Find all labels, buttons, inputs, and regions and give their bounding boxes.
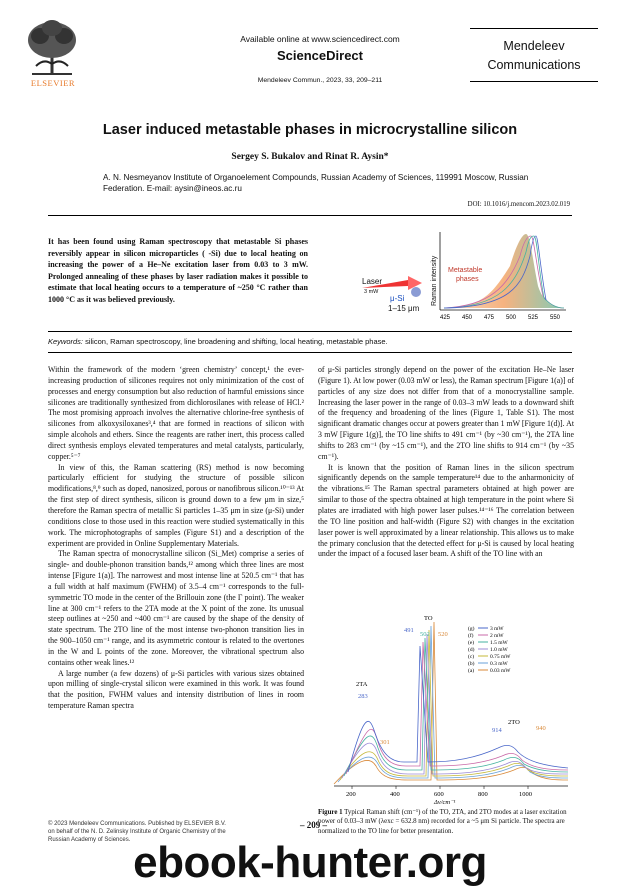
paragraph: It is known that the position of Raman lines in the silicon spectrum significantly depends on the sample temperature¹⁴ due to the anharmonicity of the vibrations.¹⁵ The Raman spectral parameters obtained at high power are similar to those of the spectra obtained at high temperature in the point where Si plates are irradiated with high power laser pulses.¹⁴⁻¹⁶ The correlation between the TO line position and half-width (Figure S2) with changes in the excitation laser power is well approximated by a linear relationship. This allows us to make the primary conclusion that the detected effect for μ-Si is caused by local heating under the impact of a focused laser beam. A shift of the TO line with an bbox=[318, 462, 574, 559]
legend-letter: (g) bbox=[468, 626, 475, 632]
spectrum-a bbox=[334, 622, 568, 784]
ga-tick: 525 bbox=[528, 315, 539, 321]
ga-phase-label-2: phases bbox=[456, 276, 479, 283]
caption-label: Figure 1 bbox=[318, 809, 343, 816]
paragraph: In view of this, the Raman scattering (RS) method is now becoming particularly efficient for studying the structure of possible silicon modifications,⁸,⁹ such as doped, nanosized, porous or nanofibrous silicon.¹⁰⁻¹³ At the first step of direct synthesis, silicon is ground down to a few μm in size,⁵ therefore the Raman spectra of metallic Si particles 1–35 μm in size (μ-Si) under conditions close to those used in this reaction were studied systematically in this work. The microphotographs of samples (Figure S1) and a description of the experiment are provided in Online Supplementary Materials. bbox=[48, 462, 304, 548]
x-tick-label: 1000 bbox=[519, 791, 532, 798]
legend-power: 2 mW bbox=[490, 633, 504, 639]
legend-power: 1.0 mW bbox=[490, 647, 508, 653]
legend-letter: (f) bbox=[468, 633, 474, 639]
legend bbox=[468, 625, 511, 674]
x-tick-label: 400 bbox=[390, 791, 400, 798]
divider-abstract bbox=[48, 331, 572, 332]
x-tick-label: 200 bbox=[346, 791, 356, 798]
spectra-lines bbox=[334, 622, 568, 784]
spectrum-c bbox=[340, 630, 568, 780]
label-peak-491: 491 bbox=[404, 627, 414, 634]
label-peak-914: 914 bbox=[492, 727, 502, 734]
x-tick-label: 600 bbox=[434, 791, 444, 798]
x-ticks bbox=[352, 786, 528, 789]
sciencedirect-brand: ScienceDirect bbox=[277, 48, 363, 63]
legend-letter: (e) bbox=[468, 640, 475, 646]
ga-laser-label: Laser bbox=[362, 277, 383, 286]
divider-top bbox=[48, 215, 572, 216]
sciencedirect-link[interactable]: www.sciencedirect.com bbox=[311, 34, 400, 44]
ga-tick: 500 bbox=[506, 315, 517, 321]
ga-particle-size: 1–15 μm bbox=[388, 304, 420, 313]
journal-name-box bbox=[470, 28, 598, 82]
journal-name-line1: Mendeleev bbox=[503, 39, 565, 53]
paragraph: The Raman spectra of monocrystalline silicon (Si_Met) comprise a series of single- and double-phonon transition bands,¹² among which three lines are most intense [Figure 1(a)]. The narrowest and most intense line at 520.5 cm⁻¹ that has a full width at half maximum (FWHM) of 3.5–4 cm⁻¹ corresponds to the full-symmetric TO mode in the center of the Brillouin zone (the Γ point). The weaker line at 300 cm⁻¹ refers to the 2TA mode at the X point of the zone. Its unusual steep outlines at ~250 and ~400 cm⁻¹ are caused by the shape of the density of state spectrum. The 2TO line of the most intense two-phonon transition lies in the 900–1050 cm⁻¹ range, and its asymmetric contour is related to the overtones in the W and L points of the zone. Moreover, the vibrational spectrum also contains other weak lines.¹² bbox=[48, 549, 304, 667]
ga-tick: 475 bbox=[484, 315, 495, 321]
divider-keywords bbox=[48, 352, 572, 353]
body-right-column bbox=[318, 365, 574, 560]
legend-letter: (d) bbox=[468, 647, 475, 653]
spectrum-f bbox=[346, 642, 568, 774]
ga-tick: 550 bbox=[550, 315, 561, 321]
footer-line: © 2023 Mendeleev Communications. Published by ELSEVIER B.V. bbox=[48, 821, 226, 827]
x-tick-label: 800 bbox=[478, 791, 488, 798]
paragraph: A large number (a few dozens) of μ-Si particles with various sizes obtained upon milling of single-crystal silicon were examined in this work. It was found that the position, FWHM values and intensity distribution of lines in room temperature Raman spectra bbox=[48, 668, 304, 711]
x-axis-label: Δν/cm⁻¹ bbox=[434, 799, 456, 804]
legend-power: 3 mW bbox=[490, 626, 504, 632]
label-peak-502: 502 bbox=[420, 631, 430, 638]
ga-particle-label: μ-Si bbox=[390, 294, 405, 303]
article-doi[interactable]: DOI: 10.1016/j.mencom.2023.02.019 bbox=[467, 201, 570, 208]
legend-power: 0.03 mW bbox=[490, 668, 511, 674]
author-affiliation: A. N. Nesmeyanov Institute of Organoelement Compounds, Russian Academy of Sciences, 119991 Moscow, Russian Federation. E-mail: aysin@ineos.ac.ru bbox=[103, 173, 529, 193]
elsevier-tree-logo bbox=[22, 18, 82, 76]
legend-letter: (b) bbox=[468, 661, 475, 667]
legend-power: 0.75 mW bbox=[490, 654, 511, 660]
journal-name-line2: Communications bbox=[487, 58, 581, 72]
label-to: TO bbox=[424, 615, 433, 622]
spectrum-e bbox=[344, 638, 568, 776]
label-2ta: 2TA bbox=[356, 681, 368, 688]
article-title: Laser induced metastable phases in microcrystalline silicon bbox=[102, 122, 518, 138]
keywords-label: Keywords: bbox=[48, 337, 84, 346]
legend-letter: (c) bbox=[468, 654, 475, 660]
label-2to: 2TO bbox=[508, 719, 520, 726]
elsevier-wordmark: ELSEVIER bbox=[30, 78, 76, 88]
page-number: – 209 – bbox=[300, 820, 327, 830]
caption-text: Typical Raman shift (cm⁻¹) of the TO, 2TA, and 2TO modes at a laser excitation power of 0.03–3 mW (λexc = 632.8 nm) recorded for a ~5 μm Si particle. The spectra are normalized to the TO line for better presentation. bbox=[318, 809, 567, 835]
legend-power: 0.3 mW bbox=[490, 661, 508, 667]
legend-power: 1.5 mW bbox=[490, 640, 508, 646]
legend-letter: (a) bbox=[468, 668, 475, 674]
paragraph: of μ-Si particles strongly depend on the power of the excitation He–Ne laser (Figure 1). At low power (0.03 mW or less), the Raman spectrum [Figure 1(a)] of particles of any size does not differ from that of a monocrystalline sample. Increasing the laser power in the range of 0.03–3 mW leads to a downward shift of the frequency and broadening of the lines (Figure 1, Table S1). The most significant dramatic changes occur at powers greater than 1 mW [Figure 1(d)]. At 3 mW [Figure 1(g)], the TO line shifts to 491 cm⁻¹ (by ~30 cm⁻¹), the 2TA line shifts to 283 cm⁻¹ (by ~15 cm⁻¹), and the 2TO line shifts to 914 cm⁻¹ (by ~35 cm⁻¹). bbox=[318, 365, 574, 461]
graphical-abstract bbox=[340, 226, 572, 326]
available-prefix: Available online at bbox=[240, 34, 312, 44]
figure-1-caption bbox=[318, 808, 574, 836]
available-online bbox=[220, 34, 420, 44]
watermark-text: ebook-hunter.org bbox=[133, 838, 487, 887]
journal-citation: Mendeleev Commun., 2023, 33, 209–211 bbox=[257, 77, 383, 84]
spectrum-b bbox=[338, 626, 568, 782]
label-peak-283: 283 bbox=[358, 693, 368, 700]
abstract-text: It has been found using Raman spectroscopy that metastable Si phases reversibly appear in silicon microparticles ( -Si) due to local heating on increasing the power of a He–Ne excitation laser from 0.03 to 3 mW. Prolonged annealing of these phases by laser radiation makes it possible to estimate that local heating occurs to a temperature of ~250 °C rather than 1000 °C as it was believed previously. bbox=[48, 237, 308, 304]
ga-laser-power: 3 mW bbox=[364, 289, 379, 295]
ga-tick: 425 bbox=[440, 315, 451, 321]
ga-ylabel: Raman intensity bbox=[431, 255, 438, 306]
paragraph: Within the framework of the modern ‘green chemistry’ concept,¹ the ever-increasing production of silicones requires not only minimization of the cost of processes and energy consumption but also reduction of harmful emissions since silicones are traditionally synthesized from dichlorosilanes with release of HCl.² The most promising approach involves the alternative chlorine-free synthesis of silicones from alkoxysiloxanes³,⁴ that are formed in reactions of silicon with simple alcohols and ethers. Since the reagents are rather inert, this process called direct synthesis employs elevated temperatures and metal catalysts, particularly, copper.⁵⁻⁷ bbox=[48, 365, 304, 461]
body-left-column bbox=[48, 365, 304, 712]
label-peak-301: 301 bbox=[380, 739, 390, 746]
article-authors: Sergey S. Bukalov and Rinat R. Aysin* bbox=[231, 152, 389, 162]
spectrum-g bbox=[348, 646, 568, 772]
footer-line: Russian Academy of Sciences. bbox=[48, 837, 131, 844]
keywords-list: silicon, Raman spectroscopy, line broadening and shifting, local heating, metastable phase. bbox=[83, 337, 388, 346]
ga-tick: 450 bbox=[462, 315, 473, 321]
figure-1 bbox=[318, 608, 574, 804]
footer-line: on behalf of the N. D. Zelinsky Institute of Organic Chemistry of the bbox=[48, 829, 226, 836]
label-peak-940: 940 bbox=[536, 725, 546, 732]
ga-phase-label-1: Metastable bbox=[448, 267, 483, 274]
label-peak-520: 520 bbox=[438, 631, 448, 638]
keywords bbox=[48, 337, 568, 346]
